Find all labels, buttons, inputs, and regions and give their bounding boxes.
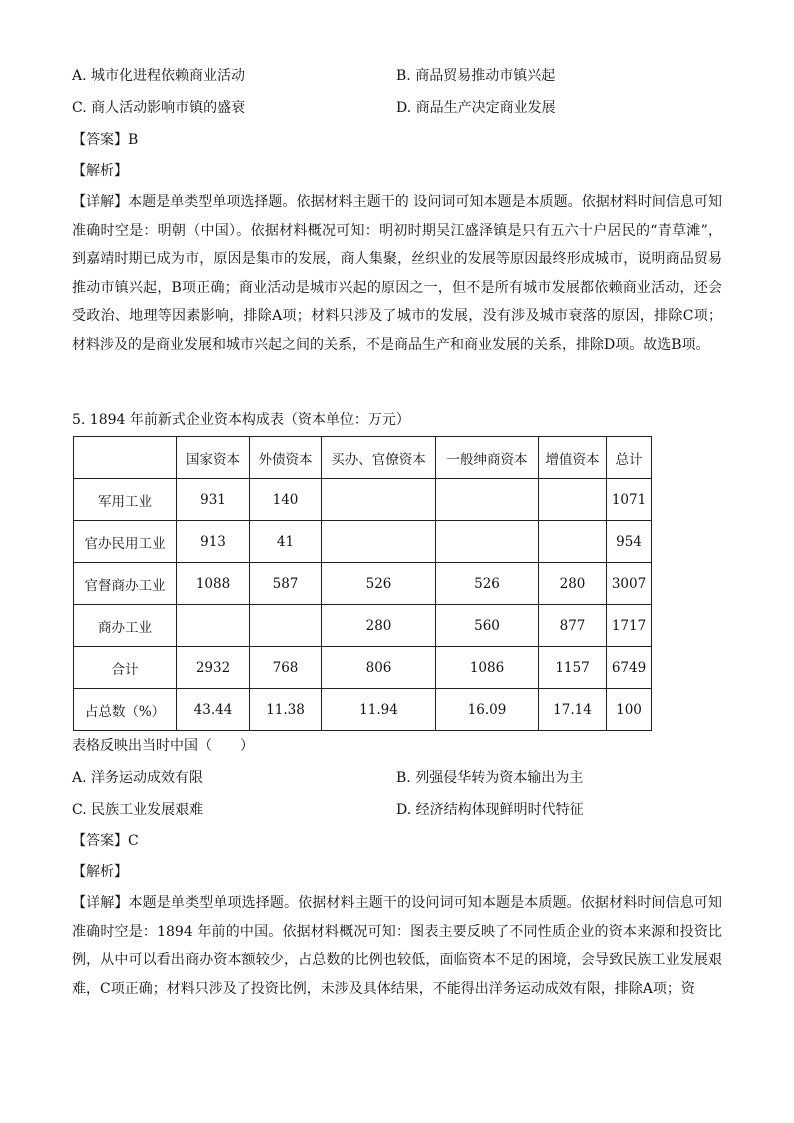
- q5-option-c: C. 民族工业发展艰难: [72, 802, 204, 818]
- table-row: [74, 647, 652, 689]
- q5-option-d: D. 经济结构体现鲜明时代特征: [396, 802, 584, 818]
- table-header-cell: 买办、官僚资本: [322, 437, 436, 479]
- table-header-cell: 外债资本: [250, 437, 322, 479]
- table-header-cell: 国家资本: [177, 437, 250, 479]
- q5-option-b: B. 列强侵华转为资本输出为主: [396, 770, 584, 786]
- table-cell: 17.14: [539, 689, 607, 731]
- q5-option-a: A. 洋务运动成效有限: [72, 770, 204, 786]
- table-cell: 合计: [74, 647, 177, 689]
- q4-answer: 【答案】B: [72, 132, 139, 148]
- q5-stem: 5. 1894 年前新式企业资本构成表（资本单位：万元）: [72, 412, 410, 428]
- table-cell: [322, 521, 436, 563]
- q4-analysis-label: 【解析】: [72, 163, 128, 179]
- table-cell: 1157: [539, 647, 607, 689]
- table-cell: 3007: [607, 563, 652, 605]
- table-cell: 280: [539, 563, 607, 605]
- table-cell: 954: [607, 521, 652, 563]
- q4-option-d: D. 商品生产决定商业发展: [396, 100, 556, 116]
- table-cell: 6749: [607, 647, 652, 689]
- table-cell: 1717: [607, 605, 652, 647]
- q5-question: 表格反映出当时中国（ ）: [72, 738, 254, 754]
- table-cell: 931: [177, 479, 250, 521]
- table-cell: [539, 521, 607, 563]
- table-cell: [436, 521, 539, 563]
- q5-analysis-label: 【解析】: [72, 864, 128, 880]
- table-row: [74, 605, 652, 647]
- table-cell: [539, 479, 607, 521]
- table-cell: 官办民用工业: [74, 521, 177, 563]
- q5-answer: 【答案】C: [72, 833, 139, 849]
- table-cell: 768: [250, 647, 322, 689]
- table-cell: 商办工业: [74, 605, 177, 647]
- table-cell: 2932: [177, 647, 250, 689]
- table-header-cell: [74, 437, 177, 479]
- table-cell: 官督商办工业: [74, 563, 177, 605]
- table-cell: 587: [250, 563, 322, 605]
- table-cell: 16.09: [436, 689, 539, 731]
- table-cell: 280: [322, 605, 436, 647]
- table-header-row: [74, 437, 652, 479]
- table-row: [74, 689, 652, 731]
- table-header-cell: 总计: [607, 437, 652, 479]
- table-cell: 41: [250, 521, 322, 563]
- table-cell: 913: [177, 521, 250, 563]
- q5-detail: 【详解】本题是单类型单项选择题。依据材料主题干的设问词可知本题是本质题。依据材料时间信息可知准确时空是：1894 年前的中国。依据材料概况可知：图表主要反映了不同性质企业的资本来源和投资比例，从中可以看出商办资本额较少，占总数的比例也较低，面临资本不足的困境，会导致民族工业发展艰难，C项正确；材料只涉及了投资比例，未涉及具体结果，不能得出洋务运动成效有限，排除A项；资: [72, 895, 722, 997]
- capital-table: [73, 436, 652, 731]
- table-cell: [436, 479, 539, 521]
- table-cell: 526: [436, 563, 539, 605]
- table-cell: 11.38: [250, 689, 322, 731]
- table-row: [74, 521, 652, 563]
- table-cell: [177, 605, 250, 647]
- table-header-cell: 增值资本: [539, 437, 607, 479]
- table-cell: 100: [607, 689, 652, 731]
- table-row: [74, 563, 652, 605]
- table-cell: 560: [436, 605, 539, 647]
- table-row: [74, 479, 652, 521]
- q4-option-b: B. 商品贸易推动市镇兴起: [396, 68, 556, 84]
- q4-detail: 【详解】本题是单类型单项选择题。依据材料主题干的 设问词可知本题是本质题。依据材料时间信息可知准确时空是：明朝（中国）。依据材料概况可知：明初时期吴江盛泽镇是只有五六十户居民的“青草滩”，到嘉靖时期已成为市，原因是集市的发展，商人集聚，丝织业的发展等原因最终形成城市，说明商品贸易推动市镇兴起，B项正确；商业活动是城市兴起的原因之一，但不是所有城市发展都依赖商业活动，还会受政治、地理等因素影响，排除A项；材料只涉及了城市的发展，没有涉及城市衰落的原因，排除C项；材料涉及的是商业发展和城市兴起之间的关系，不是商品生产和商业发展的关系，排除D项。故选B项。: [72, 194, 722, 353]
- q4-option-a: A. 城市化进程依赖商业活动: [72, 68, 246, 84]
- table-cell: 806: [322, 647, 436, 689]
- table-cell: 1071: [607, 479, 652, 521]
- table-cell: [322, 479, 436, 521]
- table-cell: 526: [322, 563, 436, 605]
- table-cell: [250, 605, 322, 647]
- table-cell: 1086: [436, 647, 539, 689]
- table-cell: 11.94: [322, 689, 436, 731]
- table-cell: 43.44: [177, 689, 250, 731]
- q4-option-c: C. 商人活动影响市镇的盛衰: [72, 100, 246, 116]
- table-cell: 1088: [177, 563, 250, 605]
- table-header-cell: 一般绅商资本: [436, 437, 539, 479]
- table-cell: 占总数（%）: [74, 689, 177, 731]
- table-cell: 877: [539, 605, 607, 647]
- table-cell: 140: [250, 479, 322, 521]
- table-cell: 军用工业: [74, 479, 177, 521]
